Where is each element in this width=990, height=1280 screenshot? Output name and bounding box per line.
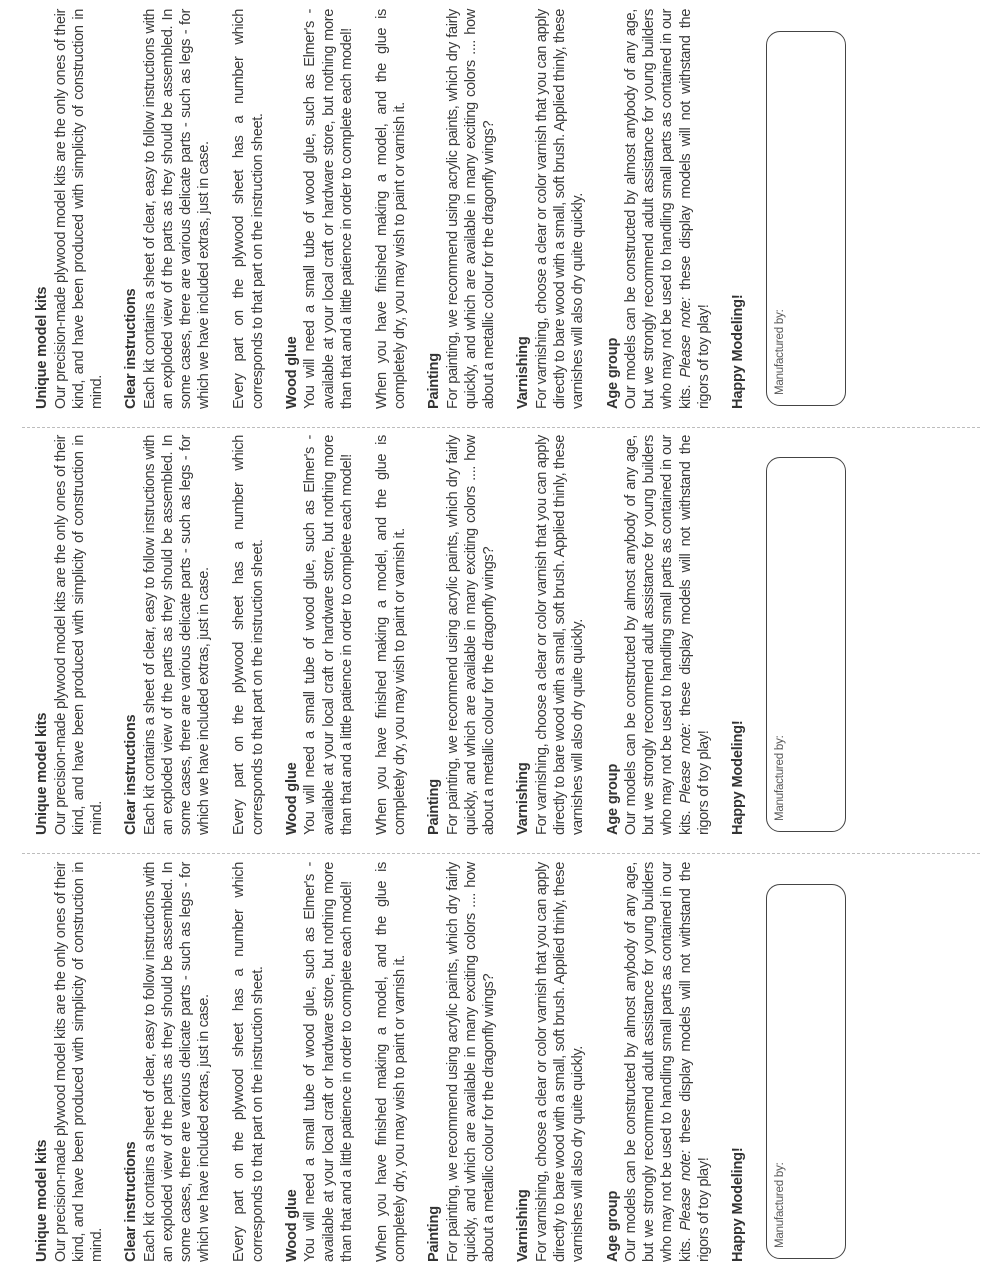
section-text-every-part: Every part on the plywood sheet has a number which corresponds to that part on the instruction sheet. [231,862,266,1262]
section-text-glue: You will need a small tube of wood glue, such as Elmer's - available at your local craft or hardware store, but nothing more than that and a little patience in order to complete each model! [302,862,355,1262]
manufactured-by-label: Manufactured by: [773,309,786,395]
section-title-painting: Painting [426,353,443,409]
section-title-varnishing: Varnishing [515,336,532,409]
age-text-main: Our models can be constructed by almost anybody of any age, but we strongly recommend adult assistance for young builders who may not be used to handling small parts as contained in our kits. [623,9,694,409]
section-text-finished: When you have finished making a model, and the glue is completely dry, you may wish to paint or varnish it. [373,435,409,835]
manufacturer-box [766,31,846,406]
section-title-unique: Unique model kits [34,286,50,409]
section-text-finished: When you have finished making a model, and the glue is completely dry, you may wish to paint or varnish it. [373,862,409,1262]
please-note-label: Please note: [677,723,694,804]
section-title-clear: Clear instructions [123,288,140,409]
section-text-glue: You will need a small tube of wood glue, such as Elmer's - available at your local craft or hardware store, but nothing more than that and a little patience in order to complete each model! [302,435,355,835]
instruction-panel [34,9,964,409]
section-text-clear: Each kit contains a sheet of clear, easy to follow instructions with an exploded view of the parts as they should be assembled. In some cases, there are various delicate parts - such as legs - for which we have included extras, just in case. [141,862,213,1262]
section-title-clear: Clear instructions [123,1141,140,1262]
happy-modeling: Happy Modeling! [730,294,747,409]
cut-line [22,853,980,854]
section-text-clear: Each kit contains a sheet of clear, easy to follow instructions with an exploded view of the parts as they should be assembled. In some cases, there are various delicate parts - such as legs - for which we have included extras, just in case. [141,435,213,835]
section-text-age [622,9,713,409]
please-note-label: Please note: [677,1150,694,1231]
section-text-age [622,862,713,1262]
section-title-unique: Unique model kits [34,1139,50,1262]
instruction-panel [34,435,964,835]
section-title-varnishing: Varnishing [515,762,532,835]
section-title-age: Age group [604,763,621,835]
section-text-varnishing: For varnishing, choose a clear or color varnish that you can apply directly to bare wood with a small, soft brush. Applied thinly, these varnishes will also dry quite quickly. [533,9,587,409]
section-text-clear: Each kit contains a sheet of clear, easy to follow instructions with an exploded view of the parts as they should be assembled. In some cases, there are various delicate parts - such as legs - for which we have included extras, just in case. [141,9,213,409]
section-text-every-part: Every part on the plywood sheet has a number which corresponds to that part on the instruction sheet. [231,9,266,409]
instruction-panel [34,862,964,1262]
section-text-age [622,435,713,835]
section-text-painting: For painting, we recommend using acrylic paints, which dry fairly quickly, and which are available in many exciting colors .... how about a metallic colour for the dragonfly wings? [444,9,498,409]
section-title-varnishing: Varnishing [515,1189,532,1262]
section-text-varnishing: For varnishing, choose a clear or color varnish that you can apply directly to bare wood with a small, soft brush. Applied thinly, these varnishes will also dry quite quickly. [533,435,587,835]
manufacturer-box [766,884,846,1259]
section-title-age: Age group [604,1190,621,1262]
age-text-note: these display models will not withstand the rigors of toy play! [677,435,712,835]
section-text-finished: When you have finished making a model, and the glue is completely dry, you may wish to paint or varnish it. [373,9,409,409]
manufacturer-box [766,457,846,832]
section-title-clear: Clear instructions [123,714,140,835]
section-title-age: Age group [604,337,621,409]
section-title-painting: Painting [426,1206,443,1262]
happy-modeling: Happy Modeling! [730,720,747,835]
age-text-main: Our models can be constructed by almost anybody of any age, but we strongly recommend adult assistance for young builders who may not be used to handling small parts as contained in our kits. [623,435,694,835]
happy-modeling: Happy Modeling! [730,1147,747,1262]
cut-line [22,427,980,428]
section-text-varnishing: For varnishing, choose a clear or color varnish that you can apply directly to bare wood with a small, soft brush. Applied thinly, these varnishes will also dry quite quickly. [533,862,587,1262]
section-text-painting: For painting, we recommend using acrylic paints, which dry fairly quickly, and which are available in many exciting colors .... how about a metallic colour for the dragonfly wings? [444,435,498,835]
age-text-note: these display models will not withstand the rigors of toy play! [677,9,712,409]
section-text-painting: For painting, we recommend using acrylic paints, which dry fairly quickly, and which are available in many exciting colors .... how about a metallic colour for the dragonfly wings? [444,862,498,1262]
age-text-note: these display models will not withstand the rigors of toy play! [677,862,712,1262]
section-text-unique: Our precision-made plywood model kits are the only ones of their kind, and have been produced with simplicity of construction in mind. [52,435,105,835]
section-text-unique: Our precision-made plywood model kits are the only ones of their kind, and have been produced with simplicity of construction in mind. [52,9,105,409]
section-title-painting: Painting [426,779,443,835]
section-text-every-part: Every part on the plywood sheet has a number which corresponds to that part on the instruction sheet. [231,435,266,835]
section-text-unique: Our precision-made plywood model kits are the only ones of their kind, and have been produced with simplicity of construction in mind. [52,862,105,1262]
manufactured-by-label: Manufactured by: [773,735,786,821]
section-title-glue: Wood glue [283,1189,300,1262]
section-text-glue: You will need a small tube of wood glue, such as Elmer's - available at your local craft or hardware store, but nothing more than that and a little patience in order to complete each model! [302,9,355,409]
manufactured-by-label: Manufactured by: [773,1162,786,1248]
please-note-label: Please note: [677,297,694,378]
section-title-glue: Wood glue [283,762,300,835]
section-title-glue: Wood glue [283,336,300,409]
section-title-unique: Unique model kits [34,712,50,835]
age-text-main: Our models can be constructed by almost anybody of any age, but we strongly recommend adult assistance for young builders who may not be used to handling small parts as contained in our kits. [623,862,694,1262]
